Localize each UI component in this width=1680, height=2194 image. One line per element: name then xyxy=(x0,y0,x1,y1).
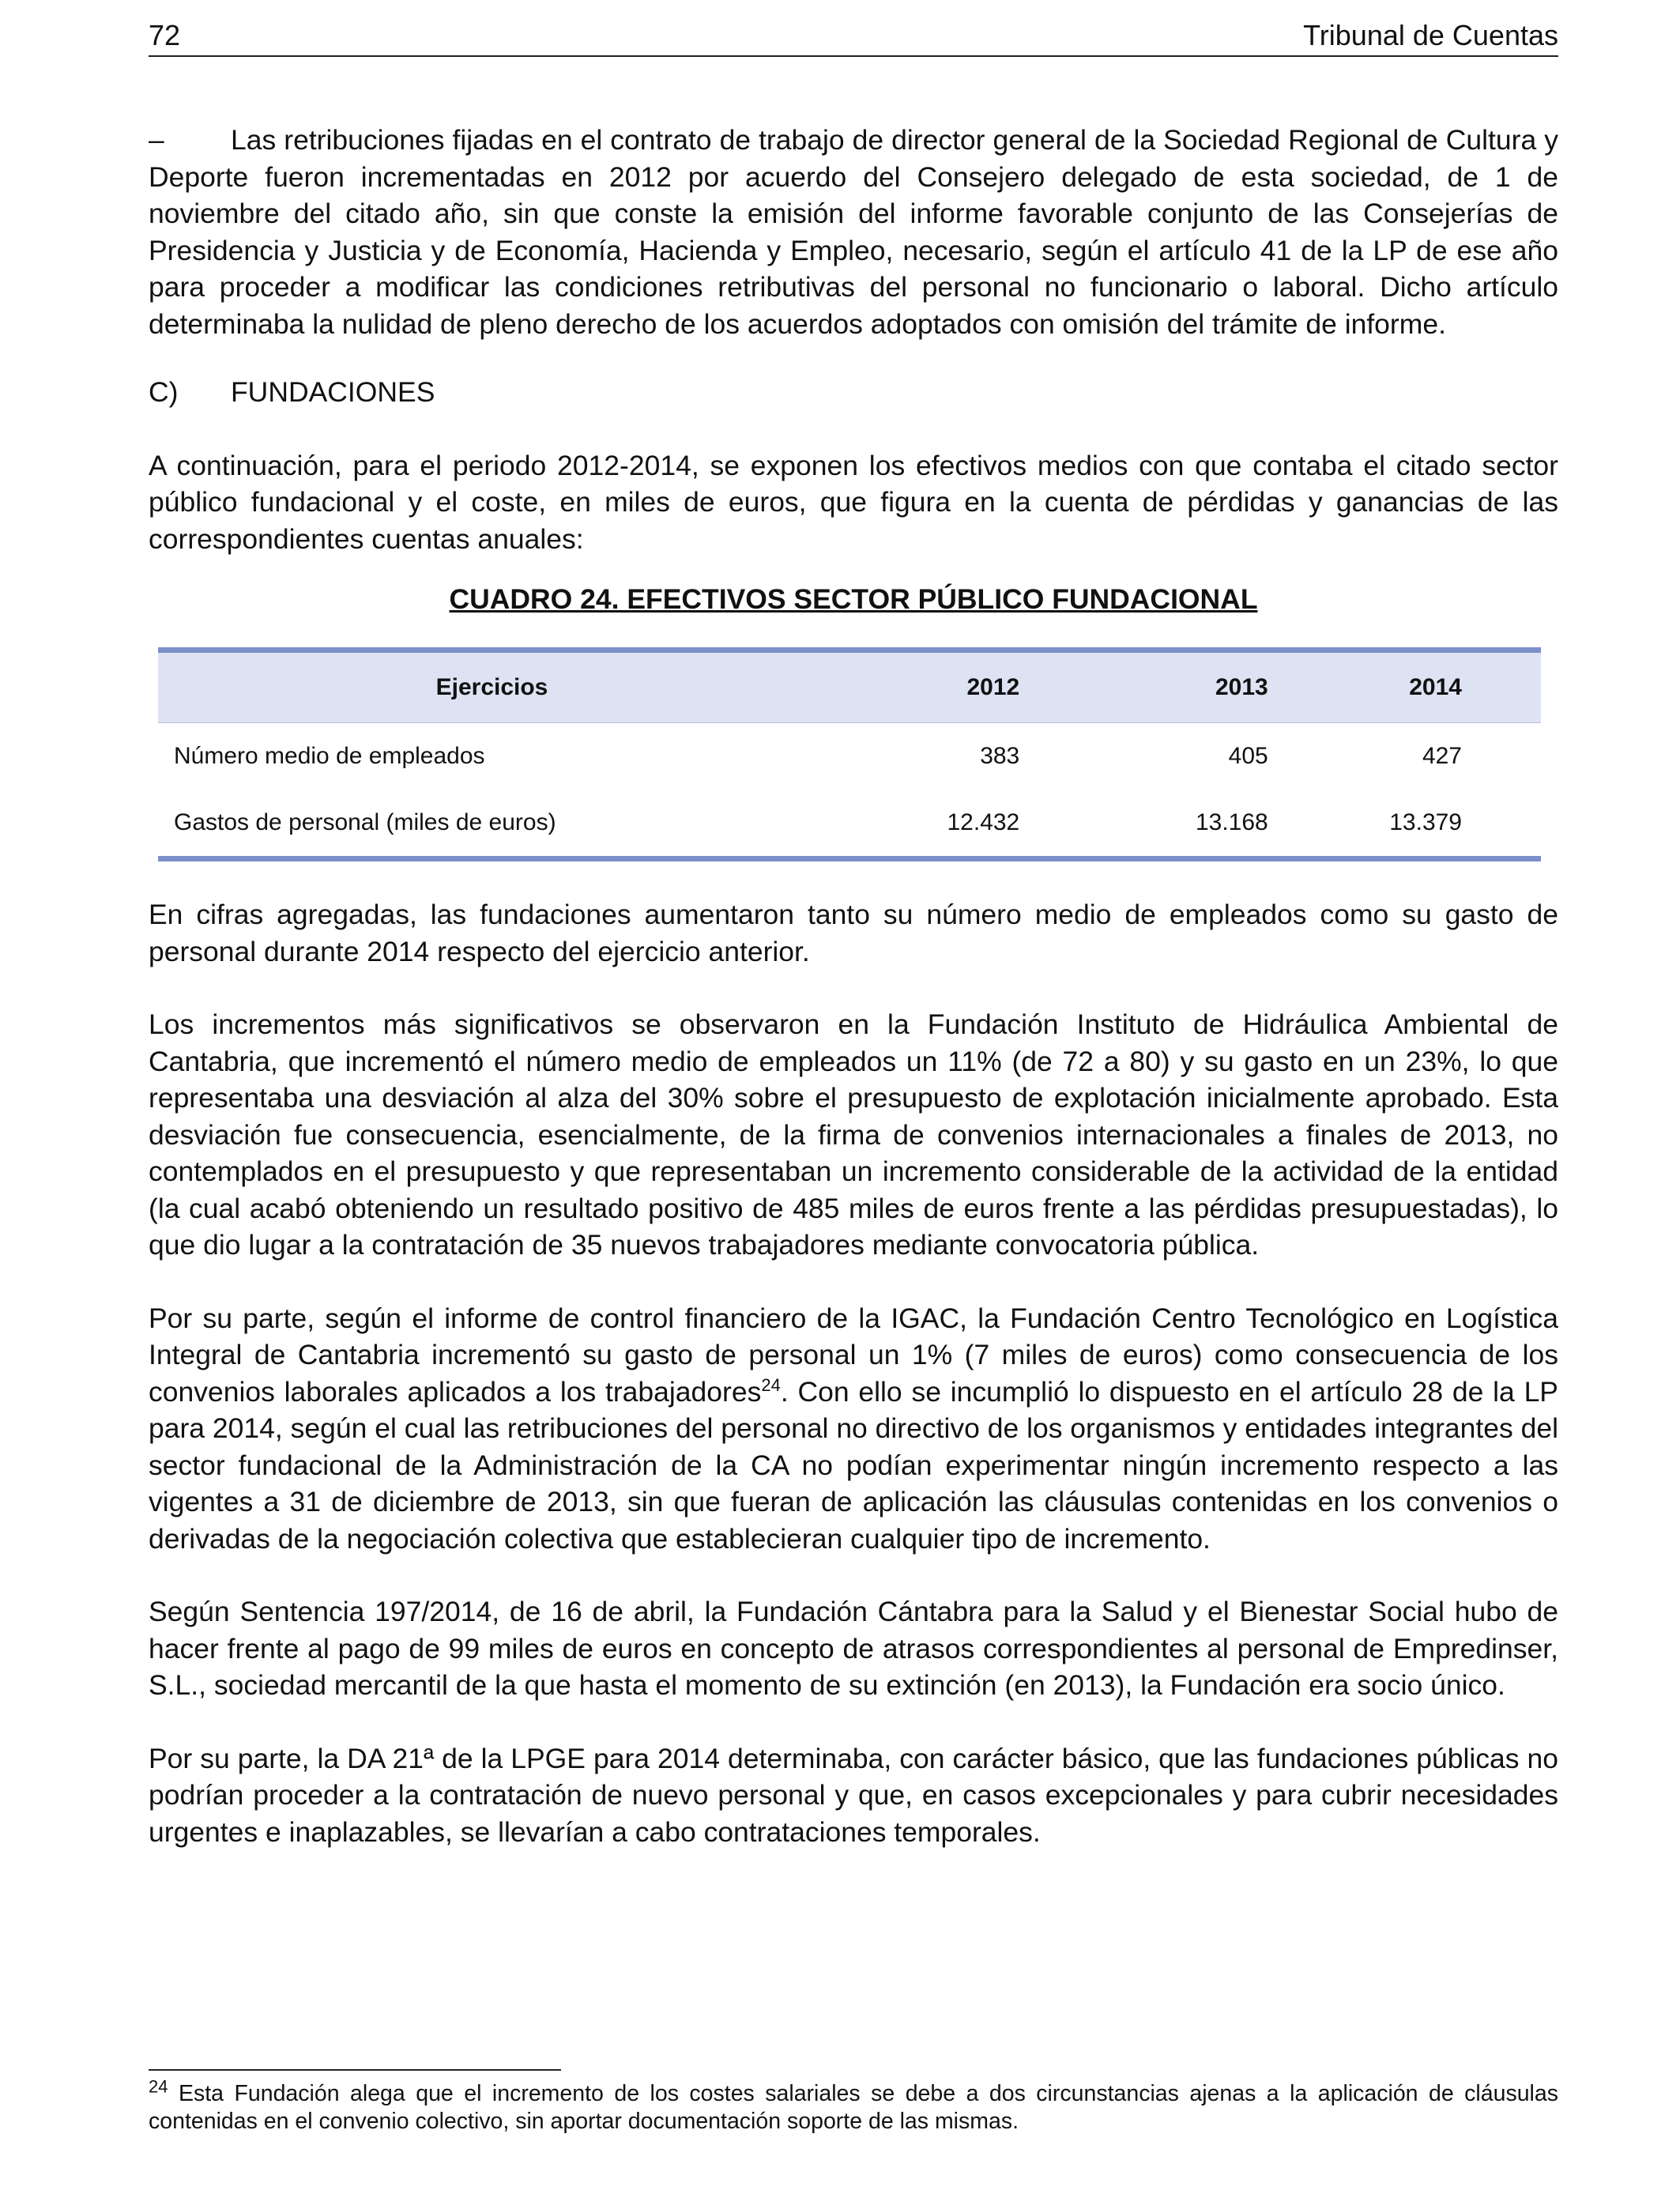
table-header-row xyxy=(158,650,1541,723)
footnote-text: Esta Fundación alega que el incremento de los costes salariales se debe a dos circunstancias ajenas a la aplicación de cláusulas contenidas en el convenio colectivo, sin aportar documentación soporte de las mismas. xyxy=(149,2081,1558,2134)
table-title: CUADRO 24. EFECTIVOS SECTOR PÚBLICO FUNDACIONAL xyxy=(449,583,1258,615)
document-page xyxy=(149,19,1558,1850)
footnote-separator xyxy=(149,2069,561,2071)
header-cell: 2012 xyxy=(827,650,1019,723)
row-label: Gastos de personal (miles de euros) xyxy=(158,790,827,859)
table-row xyxy=(158,723,1541,790)
table-cell: 405 xyxy=(1228,743,1268,769)
paragraph-5-text-b: . Con ello se incumplió lo dispuesto en el artículo 28 de la LP para 2014, según el cual las retribuciones del personal no directivo de los organismos y entidades integrantes del sector fundacional de la Administración de la CA no podían experimentar ningún incremento respecto a las vigentes a 31 de diciembre de 2013, sin que fueran de aplicación las cláusulas contenidas en los convenios o derivadas de la negociación colectiva que establecieran cualquier tipo de incremento. xyxy=(149,1375,1558,1555)
paragraph-4: Los incrementos más significativos se observaron en la Fundación Instituto de Hidráulica Ambiental de Cantabria, que incrementó el número medio de empleados un 11% (de 72 a 80) y su gasto en un 23%, lo que representaba una desviación al alza del 30% sobre el presupuesto de explotación inicialmente aprobado. Esta desviación fue consecuencia, esencialmente, de la firma de convenios internacionales a finales de 2013, no contemplados en el presupuesto y que representaban un incremento considerable de la actividad de la entidad (la cual acabó obteniendo un resultado positivo de 485 miles de euros frente a las pérdidas presupuestadas), lo que dio lugar a la contratación de 35 nuevos trabajadores mediante convocatoria pública. xyxy=(149,1008,1558,1261)
table-cell: 427 xyxy=(1422,743,1462,769)
header-cell: Ejercicios xyxy=(158,650,827,723)
footnote-number: 24 xyxy=(149,2076,168,2097)
paragraph-5 xyxy=(149,1300,1558,1558)
footnote xyxy=(149,2076,1558,2136)
table-cell: 383 xyxy=(980,743,1020,769)
dash-paragraph xyxy=(149,122,1558,342)
header-cell: 2013 xyxy=(1019,650,1268,723)
data-table xyxy=(158,647,1541,861)
paragraph-1: Las retribuciones fijadas en el contrato de trabajo de director general de la Sociedad Regional de Cultura y Deporte fueron incrementadas en 2012 por acuerdo del Consejero delegado de esta sociedad, de 1 de noviembre del citado año, sin que conste la emisión del informe favorable conjunto de las Consejerías de Presidencia y Justicia y de Economía, Hacienda y Empleo, necesario, según el artículo 41 de la LP de ese año para proceder a modificar las condiciones retributivas del personal no funcionario o laboral. Dicho artículo determinaba la nulidad de pleno derecho de los acuerdos adoptados con omisión del trámite de informe. xyxy=(149,124,1558,340)
paragraph-2: A continuación, para el periodo 2012-2014, se exponen los efectivos medios con que contaba el citado sector público fundacional y el coste, en miles de euros, que figura en la cuenta de pérdidas y ganancias de las correspondientes cuentas anuales: xyxy=(149,449,1558,555)
row-label: Número medio de empleados xyxy=(174,743,485,769)
footnote-reference[interactable]: 24 xyxy=(761,1374,781,1395)
table-cell: 12.432 xyxy=(827,790,1019,859)
paragraph-5-text-a: Por su parte, según el informe de control financiero de la IGAC, la Fundación Centro Tecnológico en Logística Integral de Cantabria incrementó su gasto de personal un 1% (7 miles de euros) como consecuencia de los convenios laborales aplicados a los trabajadores xyxy=(149,1302,1558,1408)
dash-marker: – xyxy=(149,124,164,156)
page-number: 72 xyxy=(149,19,181,51)
running-title: Tribunal de Cuentas xyxy=(1303,19,1558,51)
section-title: FUNDACIONES xyxy=(231,376,435,408)
section-heading xyxy=(149,374,1558,411)
table-row xyxy=(158,790,1541,859)
page-header xyxy=(149,19,1558,57)
paragraph-3: En cifras agregadas, las fundaciones aumentaron tanto su número medio de empleados como su gasto de personal durante 2014 respecto del ejercicio anterior. xyxy=(149,899,1558,967)
table-cell: 13.168 xyxy=(1019,790,1268,859)
header-cell: 2014 xyxy=(1269,650,1541,723)
paragraph-6: Según Sentencia 197/2014, de 16 de abril, la Fundación Cántabra para la Salud y el Bienestar Social hubo de hacer frente al pago de 99 miles de euros en concepto de atrasos correspondientes al personal de Empredinser, S.L., sociedad mercantil de la que hasta el momento de su extinción (en 2013), la Fundación era socio único. xyxy=(149,1596,1558,1701)
paragraph-7: Por su parte, la DA 21ª de la LPGE para 2014 determinaba, con carácter básico, que las fundaciones públicas no podrían proceder a la contratación de nuevo personal y que, en casos excepcionales y para cubrir necesidades urgentes e inaplazables, se llevarían a cabo contrataciones temporales. xyxy=(149,1742,1558,1848)
table-cell: 13.379 xyxy=(1269,790,1541,859)
section-letter: C) xyxy=(149,376,179,408)
